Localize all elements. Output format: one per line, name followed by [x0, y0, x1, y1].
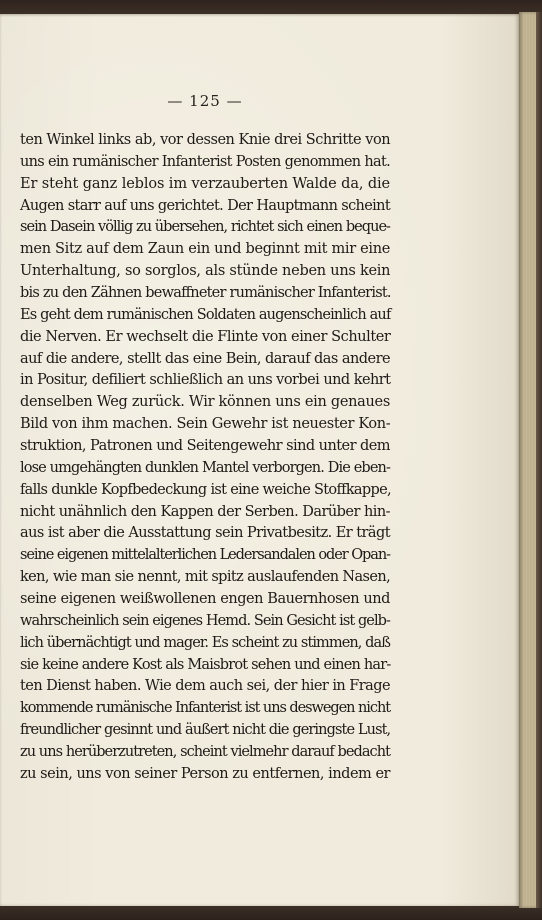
- text-line: auf die andere, stellt das eine Bein, darauf das andere: [20, 350, 390, 367]
- text-line: denselben Weg zurück. Wir können uns ein genaues: [20, 394, 390, 411]
- text-line: Es geht dem rumänischen Soldaten augenscheinlich auf: [20, 306, 391, 323]
- text-line: Augen starr auf uns gerichtet. Der Hauptmann scheint: [20, 197, 390, 214]
- text-line: men Sitz auf dem Zaun ein und beginnt mit mir eine: [20, 241, 390, 258]
- text-line: kommende rumänische Infanterist ist uns deswegen nicht: [20, 700, 390, 717]
- text-line: bis zu den Zähnen bewaffneter rumänischer Infanterist.: [20, 285, 391, 302]
- text-line: wahrscheinlich sein eigenes Hemd. Sein Gesicht ist gelb-: [20, 612, 390, 629]
- text-line: Er steht ganz leblos im verzauberten Walde da, die: [20, 175, 390, 192]
- text-line: ten Dienst haben. Wie dem auch sei, der hier in Frage: [20, 678, 391, 695]
- text-line: lose umgehängten dunklen Mantel verborgen. Die eben-: [20, 459, 390, 476]
- text-line: nicht unähnlich den Kappen der Serben. Darüber hin-: [20, 503, 391, 520]
- book-fore-edge: [519, 12, 542, 908]
- text-line: lich übernächtigt und mager. Es scheint zu stimmen, daß: [20, 634, 390, 651]
- text-line: zu sein, uns von seiner Person zu entfernen, indem er: [20, 765, 390, 782]
- page-number: — 125 —: [167, 92, 243, 110]
- text-line: ten Winkel links ab, vor dessen Knie drei Schritte von: [20, 132, 391, 148]
- text-line: sein Dasein völlig zu übersehen, richtet sich einen beque-: [20, 219, 390, 236]
- paper-page: [0, 14, 519, 906]
- text-line: zu uns herüberzutreten, scheint vielmehr darauf bedacht: [20, 744, 390, 761]
- text-line: in Positur, defiliert schließlich an uns vorbei und kehrt: [20, 372, 391, 389]
- text-line: ken, wie man sie nennt, mit spitz auslaufenden Nasen,: [20, 569, 391, 586]
- text-line: seine eigenen weißwollenen engen Bauernhosen und: [20, 591, 390, 608]
- text-line: seine eigenen mittelalterlichen Ledersandalen oder Opan-: [20, 547, 390, 564]
- text-line: sie keine andere Kost als Maisbrot sehen und einen har-: [20, 656, 391, 673]
- text-line: falls dunkle Kopfbedeckung ist eine weiche Stoffkappe,: [20, 481, 391, 498]
- text-line: aus ist aber die Ausstattung sein Privatbesitz. Er trägt: [20, 525, 390, 542]
- text-line: freundlicher gesinnt und äußert nicht die geringste Lust,: [20, 722, 391, 739]
- text-line: struktion, Patronen und Seitengewehr sind unter dem: [20, 438, 390, 455]
- body-text: [20, 130, 390, 786]
- text-line: Unterhaltung, so sorglos, als stünde neben uns kein: [20, 263, 391, 280]
- text-line: Bild von ihm machen. Sein Gewehr ist neuester Kon-: [20, 416, 391, 433]
- text-line: die Nerven. Er wechselt die Flinte von einer Schulter: [20, 328, 391, 345]
- text-line: uns ein rumänischer Infanterist Posten genommen hat.: [20, 153, 390, 170]
